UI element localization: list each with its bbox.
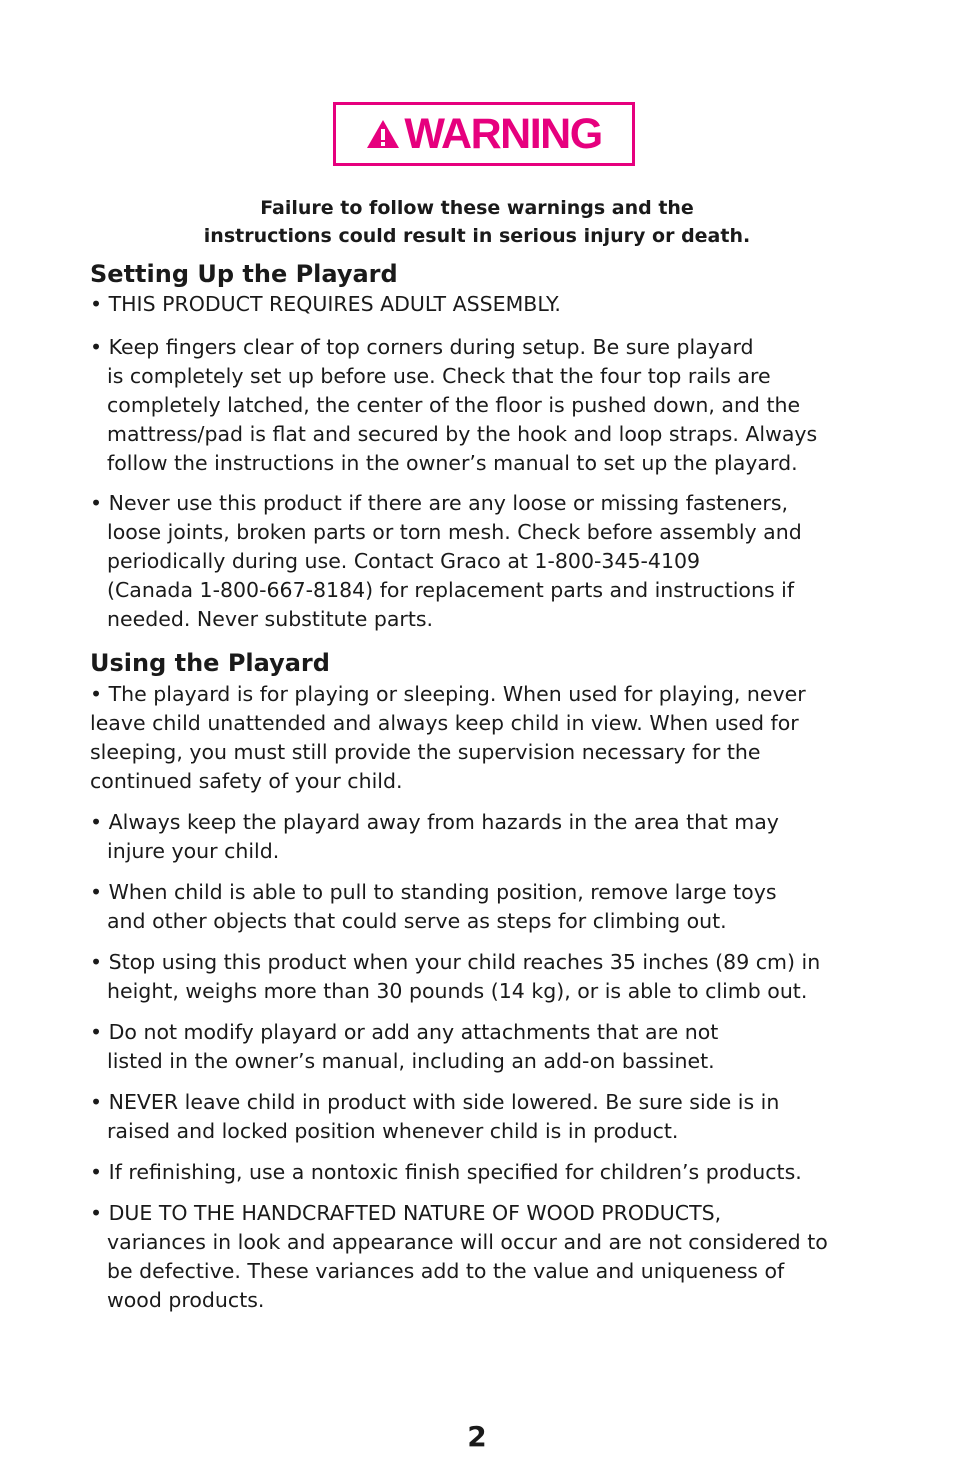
using-section-title: Using the Playard — [90, 649, 330, 677]
intro-line: instructions could result in serious injury or death. — [203, 225, 751, 247]
item-line: • THIS PRODUCT REQUIRES ADULT ASSEMBLY. — [90, 292, 561, 316]
using-item-supervision — [90, 680, 870, 796]
warning-intro — [90, 194, 864, 250]
using-item-large-toys — [90, 878, 870, 936]
item-line: • When child is able to pull to standing position, remove large toys — [90, 880, 777, 904]
using-item-height-limit — [90, 948, 870, 1006]
item-line: loose joints, broken parts or torn mesh. Check before assembly and — [107, 520, 802, 544]
using-item-side-lowered — [90, 1088, 870, 1146]
item-line: • NEVER leave child in product with side lowered. Be sure side is in — [90, 1090, 780, 1114]
item-line: needed. Never substitute parts. — [107, 607, 434, 631]
item-line: sleeping, you must still provide the supervision necessary for the — [90, 740, 761, 764]
item-line: • If refinishing, use a nontoxic finish specified for children’s products. — [90, 1160, 802, 1184]
setup-item-adult-assembly — [90, 290, 870, 319]
item-line: • DUE TO THE HANDCRAFTED NATURE OF WOOD PRODUCTS, — [90, 1201, 722, 1225]
item-line: listed in the owner’s manual, including an add-on bassinet. — [107, 1049, 715, 1073]
item-line: • Do not modify playard or add any attachments that are not — [90, 1020, 719, 1044]
item-line: and other objects that could serve as steps for climbing out. — [107, 909, 727, 933]
item-line: leave child unattended and always keep child in view. When used for — [90, 711, 799, 735]
item-line: is completely set up before use. Check that the four top rails are — [107, 364, 771, 388]
setup-item-fingers-clear — [90, 333, 870, 478]
item-line: • Never use this product if there are any loose or missing fasteners, — [90, 491, 789, 515]
item-line: completely latched, the center of the floor is pushed down, and the — [107, 393, 801, 417]
warning-banner — [333, 102, 635, 166]
item-line: (Canada 1-800-667-8184) for replacement parts and instructions if — [107, 578, 795, 602]
page-number: 2 — [467, 1420, 487, 1453]
item-line: be defective. These variances add to the value and uniqueness of — [107, 1259, 785, 1283]
item-line: height, weighs more than 30 pounds (14 kg), or is able to climb out. — [107, 979, 808, 1003]
setup-section-title: Setting Up the Playard — [90, 260, 398, 288]
item-line: wood products. — [107, 1288, 265, 1312]
item-line: variances in look and appearance will occur and are not considered to — [107, 1230, 828, 1254]
intro-line: Failure to follow these warnings and the — [260, 197, 694, 219]
warning-word: WARNING — [404, 109, 602, 158]
item-line: • Stop using this product when your child reaches 35 inches (89 cm) in — [90, 950, 821, 974]
using-item-no-modify — [90, 1018, 870, 1076]
item-line: raised and locked position whenever child is in product. — [107, 1119, 679, 1143]
using-item-wood-products — [90, 1199, 870, 1315]
item-line: injure your child. — [107, 839, 280, 863]
using-item-hazards — [90, 808, 870, 866]
item-line: follow the instructions in the owner’s manual to set up the playard. — [107, 451, 798, 475]
warning-triangle-icon — [366, 119, 400, 149]
item-line: continued safety of your child. — [90, 769, 403, 793]
item-line: • Always keep the playard away from hazards in the area that may — [90, 810, 779, 834]
item-line: periodically during use. Contact Graco at 1-800-345-4109 — [107, 549, 701, 573]
setup-item-loose-parts — [90, 489, 870, 634]
item-line: mattress/pad is flat and secured by the hook and loop straps. Always — [107, 422, 818, 446]
item-line: • Keep fingers clear of top corners during setup. Be sure playard — [90, 335, 754, 359]
item-line: • The playard is for playing or sleeping. When used for playing, never — [90, 682, 806, 706]
using-item-refinishing — [90, 1158, 870, 1187]
